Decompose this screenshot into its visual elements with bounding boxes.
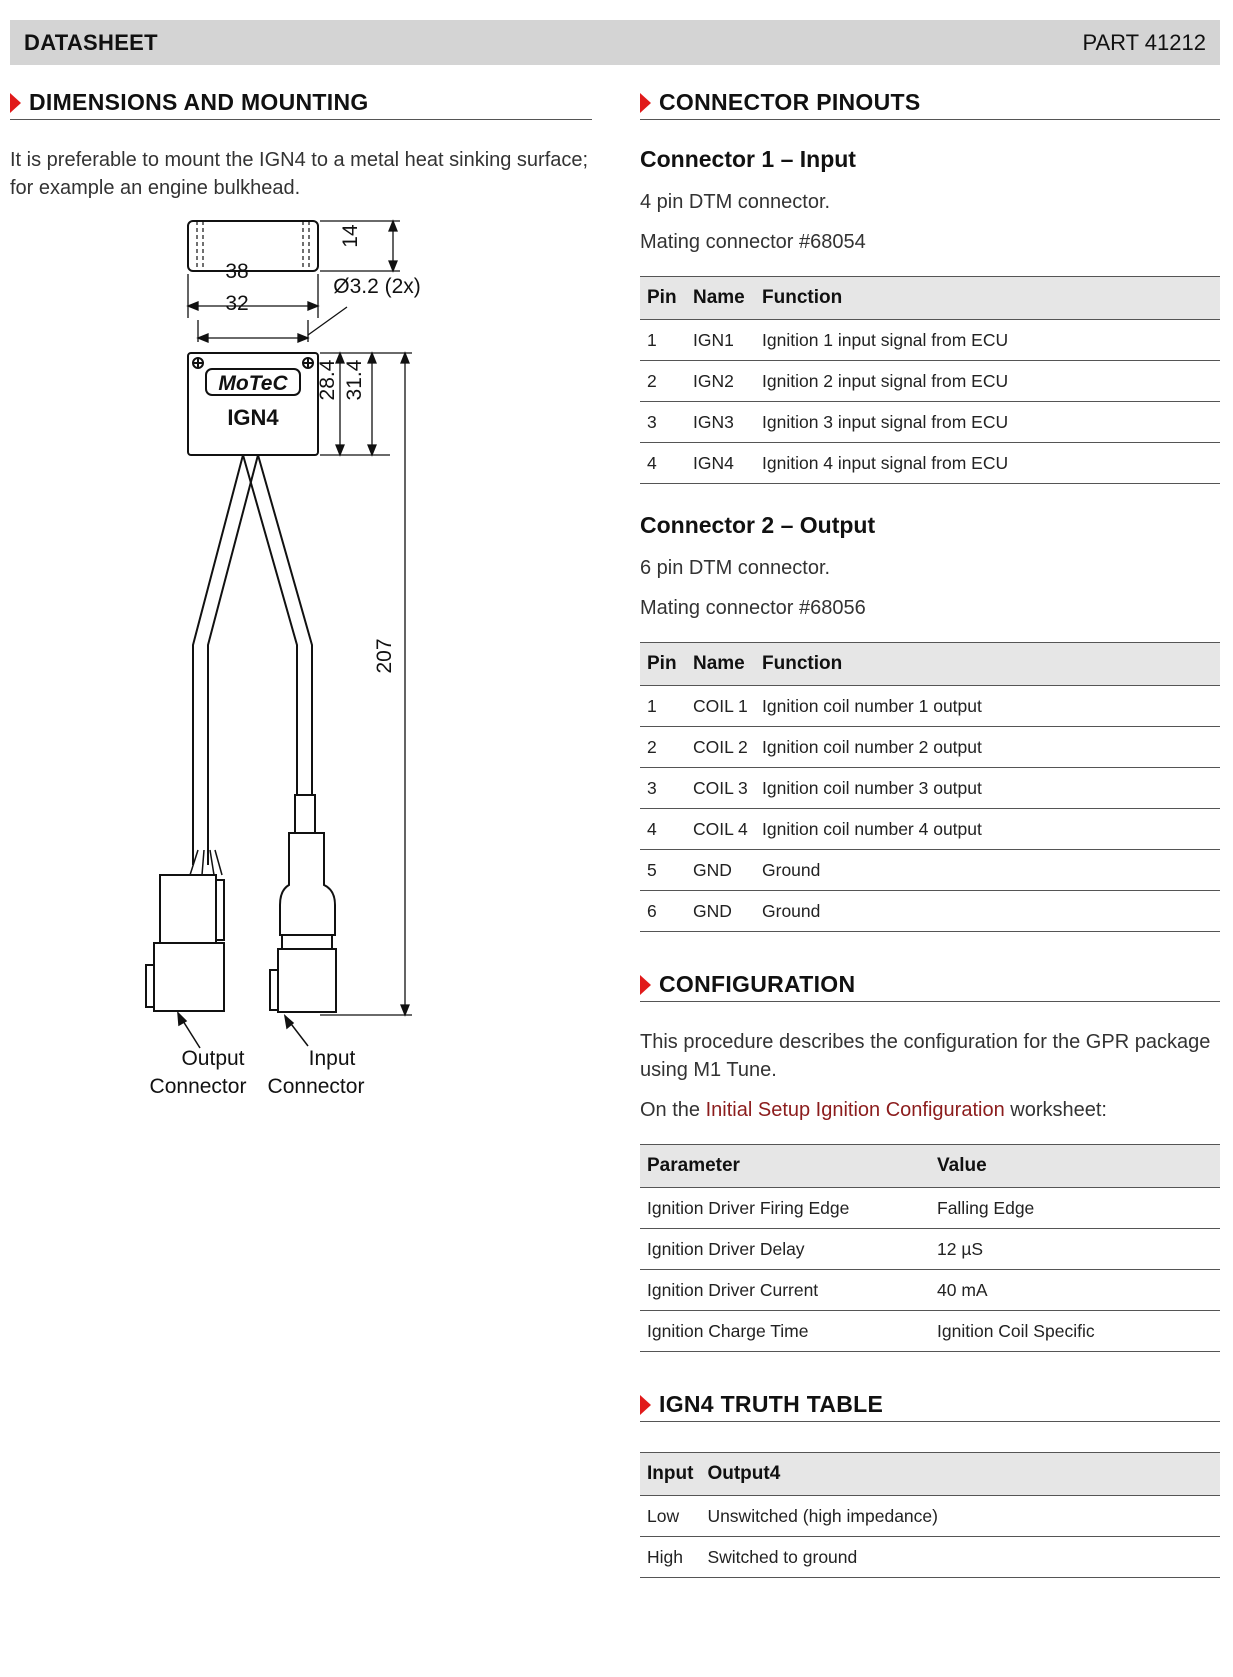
output-connector-label-line1: Output xyxy=(181,1047,245,1070)
header-title: DATASHEET xyxy=(24,29,158,55)
section-pinouts-title: CONNECTOR PINOUTS xyxy=(659,89,921,115)
function-cell: Ground xyxy=(755,891,1220,932)
name-cell: IGN2 xyxy=(686,361,755,402)
value-cell: 40 mA xyxy=(930,1270,1220,1311)
dim-207: 207 xyxy=(373,638,396,674)
section-truth-table xyxy=(640,1384,1220,1422)
function-cell: Ignition coil number 4 output xyxy=(755,809,1220,850)
name-cell: COIL 4 xyxy=(686,809,755,850)
configuration-table xyxy=(640,1144,1220,1352)
connector1-table xyxy=(640,276,1220,484)
table-header-row xyxy=(640,1145,1220,1188)
part-number: PART 41212 xyxy=(1082,29,1206,55)
table-row xyxy=(640,1270,1220,1311)
bullet-triangle-icon xyxy=(640,1395,651,1415)
input-cell: High xyxy=(640,1537,700,1578)
name-cell: IGN3 xyxy=(686,402,755,443)
table-row xyxy=(640,320,1220,361)
configuration-worksheet-line xyxy=(640,1096,1220,1124)
table-row xyxy=(640,443,1220,484)
output-cell: Unswitched (high impedance) xyxy=(700,1496,1220,1537)
col-output4: Output4 xyxy=(700,1453,1220,1496)
name-cell: COIL 1 xyxy=(686,686,755,727)
table-row xyxy=(640,361,1220,402)
leader-arrows xyxy=(178,1013,308,1048)
parameter-cell: Ignition Driver Delay xyxy=(640,1229,930,1270)
value-cell: 12 µS xyxy=(930,1229,1220,1270)
configuration-intro: This procedure describes the configuration for the GPR package using M1 Tune. xyxy=(640,1031,1211,1081)
section-dimensions-title: DIMENSIONS AND MOUNTING xyxy=(29,89,369,115)
name-cell: COIL 3 xyxy=(686,768,755,809)
output-cell: Switched to ground xyxy=(700,1537,1220,1578)
table-row xyxy=(640,809,1220,850)
parameter-cell: Ignition Driver Current xyxy=(640,1270,930,1311)
section-truth-title: IGN4 TRUTH TABLE xyxy=(659,1391,884,1417)
connector1-mating: Mating connector #68054 xyxy=(640,231,866,253)
table-header-row xyxy=(640,643,1220,686)
function-cell: Ignition coil number 3 output xyxy=(755,768,1220,809)
table-row xyxy=(640,1496,1220,1537)
col-parameter: Parameter xyxy=(640,1145,930,1188)
dim-38: 38 xyxy=(225,260,249,283)
table-row xyxy=(640,1229,1220,1270)
function-cell: Ignition 4 input signal from ECU xyxy=(755,443,1220,484)
pin-cell: 2 xyxy=(640,727,686,768)
table-row xyxy=(640,402,1220,443)
table-row xyxy=(640,1537,1220,1578)
table-row xyxy=(640,1188,1220,1229)
table-row xyxy=(640,686,1220,727)
col-pin: Pin xyxy=(640,277,686,320)
worksheet-prefix: On the xyxy=(640,1099,706,1121)
worksheet-suffix: worksheet: xyxy=(1004,1099,1107,1121)
pin-cell: 2 xyxy=(640,361,686,402)
parameter-cell: Ignition Charge Time xyxy=(640,1311,930,1352)
name-cell: GND xyxy=(686,850,755,891)
bullet-triangle-icon xyxy=(640,93,651,113)
connector1-desc: 4 pin DTM connector. xyxy=(640,191,831,213)
input-connector-label-line2: Connector xyxy=(267,1075,365,1098)
section-pinouts xyxy=(640,82,1220,120)
side-view xyxy=(188,221,318,271)
connector2-desc: 6 pin DTM connector. xyxy=(640,557,831,579)
col-name: Name xyxy=(686,643,755,686)
function-cell: Ignition 2 input signal from ECU xyxy=(755,361,1220,402)
pin-cell: 5 xyxy=(640,850,686,891)
function-cell: Ignition coil number 2 output xyxy=(755,727,1220,768)
parameter-cell: Ignition Driver Firing Edge xyxy=(640,1188,930,1229)
col-function: Function xyxy=(755,277,1220,320)
col-pin: Pin xyxy=(640,643,686,686)
pin-cell: 3 xyxy=(640,402,686,443)
connector2-mating: Mating connector #68056 xyxy=(640,597,866,619)
section-configuration xyxy=(640,964,1220,1002)
dimensions-intro: It is preferable to mount the IGN4 to a metal heat sinking surface; for example an engine bulkhead. xyxy=(10,149,589,199)
name-cell: IGN1 xyxy=(686,320,755,361)
bullet-triangle-icon xyxy=(640,975,651,995)
table-header-row xyxy=(640,277,1220,320)
function-cell: Ignition coil number 1 output xyxy=(755,686,1220,727)
function-cell: Ignition 1 input signal from ECU xyxy=(755,320,1220,361)
pin-cell: 4 xyxy=(640,443,686,484)
table-header-row xyxy=(640,1453,1220,1496)
table-row xyxy=(640,891,1220,932)
col-name: Name xyxy=(686,277,755,320)
input-connector-label-line1: Input xyxy=(308,1047,356,1070)
ign4-dimension-drawing xyxy=(140,210,460,1160)
function-cell: Ignition 3 input signal from ECU xyxy=(755,402,1220,443)
connector2-title: Connector 2 – Output xyxy=(640,512,876,538)
cables xyxy=(146,455,336,1012)
section-dimensions xyxy=(10,82,592,120)
dim-28-4: 28.4 xyxy=(316,359,339,401)
pin-cell: 1 xyxy=(640,686,686,727)
col-value: Value xyxy=(930,1145,1220,1188)
module-model-label: IGN4 xyxy=(227,405,279,430)
connector2-table xyxy=(640,642,1220,932)
module-body xyxy=(188,353,318,455)
col-input: Input xyxy=(640,1453,700,1496)
pin-cell: 3 xyxy=(640,768,686,809)
datasheet-header xyxy=(10,20,1220,65)
table-row xyxy=(640,727,1220,768)
name-cell: IGN4 xyxy=(686,443,755,484)
name-cell: GND xyxy=(686,891,755,932)
dimension-lines xyxy=(188,221,412,1015)
output-connector-label-line2: Connector xyxy=(149,1075,247,1098)
connector1-title: Connector 1 – Input xyxy=(640,146,856,172)
value-cell: Falling Edge xyxy=(930,1188,1220,1229)
table-row xyxy=(640,850,1220,891)
table-row xyxy=(640,1311,1220,1352)
input-cell: Low xyxy=(640,1496,700,1537)
bullet-triangle-icon xyxy=(10,93,21,113)
function-cell: Ground xyxy=(755,850,1220,891)
value-cell: Ignition Coil Specific xyxy=(930,1311,1220,1352)
worksheet-name: Initial Setup Ignition Configuration xyxy=(705,1099,1005,1121)
section-configuration-title: CONFIGURATION xyxy=(659,971,856,997)
dim-31-4: 31.4 xyxy=(343,359,366,401)
table-row xyxy=(640,768,1220,809)
pin-cell: 1 xyxy=(640,320,686,361)
hole-diameter-label: Ø3.2 (2x) xyxy=(333,275,421,298)
pin-cell: 6 xyxy=(640,891,686,932)
pin-cell: 4 xyxy=(640,809,686,850)
motec-logo: MoTeC xyxy=(218,372,288,395)
dim-14: 14 xyxy=(339,224,362,248)
dim-32: 32 xyxy=(225,292,249,315)
col-function: Function xyxy=(755,643,1220,686)
truth-table xyxy=(640,1452,1220,1578)
name-cell: COIL 2 xyxy=(686,727,755,768)
